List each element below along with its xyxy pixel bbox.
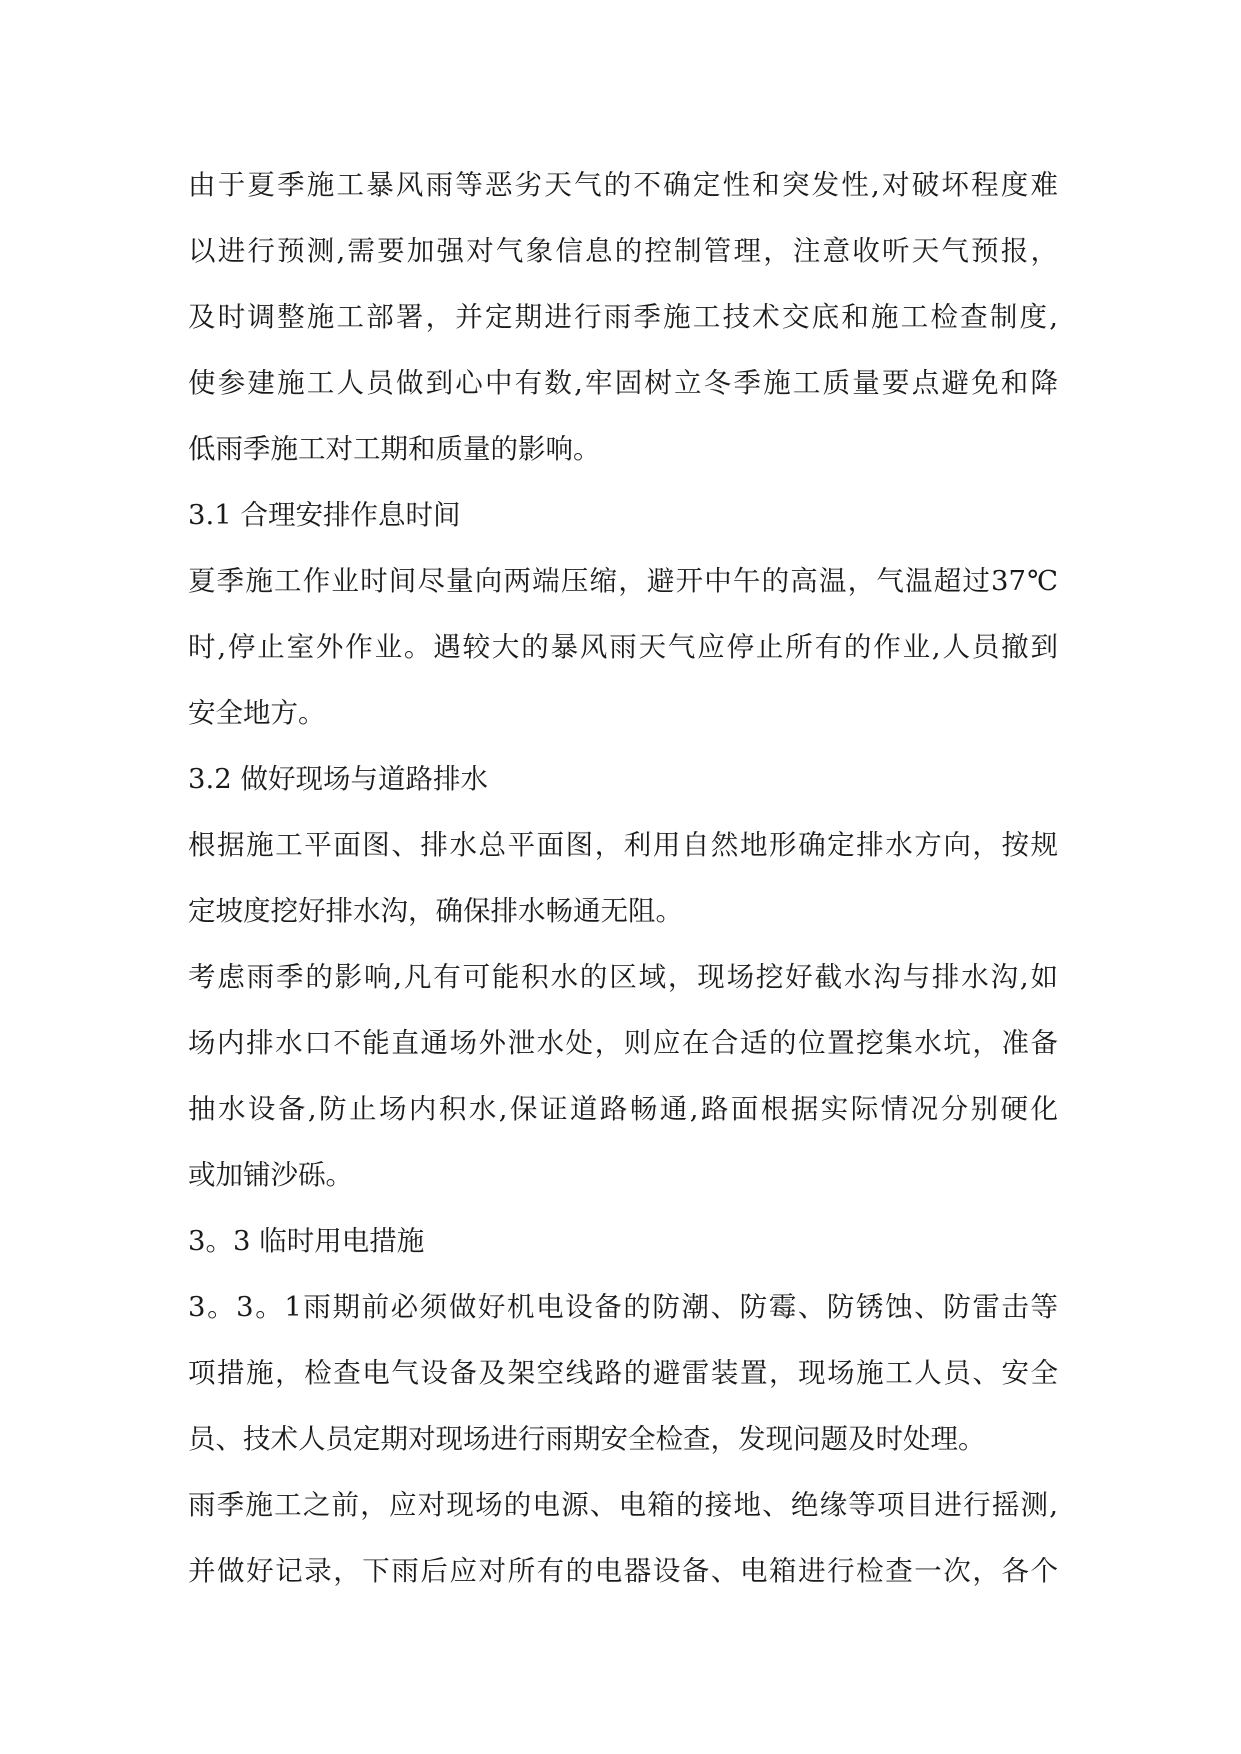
paragraph-line: 雨季施工之前，应对现场的电源、电箱的接地、绝缘等项目进行摇测, [188,1489,1058,1521]
paragraph-line: 或加铺沙砾。 [188,1159,353,1191]
paragraph-line: 项措施，检查电气设备及架空线路的避雷装置，现场施工人员、安全 [188,1357,1058,1389]
section-heading: 3.1 合理安排作息时间 [188,499,461,531]
paragraph-line: 以进行预测,需要加强对气象信息的控制管理，注意收听天气预报， [188,235,1058,267]
paragraph-line: 根据施工平面图、排水总平面图，利用自然地形确定排水方向，按规 [188,829,1058,861]
paragraph-line: 考虑雨季的影响,凡有可能积水的区域，现场挖好截水沟与排水沟,如 [188,961,1058,993]
paragraph-line: 并做好记录，下雨后应对所有的电器设备、电箱进行检查一次，各个 [188,1555,1058,1587]
paragraph-line: 安全地方。 [188,697,326,729]
body-text [188,152,1058,1604]
paragraph-line: 及时调整施工部署，并定期进行雨季施工技术交底和施工检查制度, [188,301,1058,333]
paragraph-line: 抽水设备,防止场内积水,保证道路畅通,路面根据实际情况分别硬化 [188,1093,1058,1125]
paragraph-line: 由于夏季施工暴风雨等恶劣天气的不确定性和突发性,对破坏程度难 [188,169,1058,201]
paragraph-line: 使参建施工人员做到心中有数,牢固树立冬季施工质量要点避免和降 [188,367,1058,399]
paragraph-line: 场内排水口不能直通场外泄水处，则应在合适的位置挖集水坑，准备 [188,1027,1058,1059]
paragraph-line: 定坡度挖好排水沟，确保排水畅通无阻。 [188,895,683,927]
paragraph-line: 夏季施工作业时间尽量向两端压缩，避开中午的高温，气温超过37℃ [188,565,1058,597]
paragraph-line: 3。3。1雨期前必须做好机电设备的防潮、防霉、防锈蚀、防雷击等 [188,1291,1058,1323]
section-heading: 3。3 临时用电措施 [188,1225,425,1257]
section-heading: 3.2 做好现场与道路排水 [188,763,488,795]
paragraph-line: 低雨季施工对工期和质量的影响。 [188,433,601,465]
paragraph-line: 员、技术人员定期对现场进行雨期安全检查，发现问题及时处理。 [188,1423,986,1455]
paragraph-line: 时,停止室外作业。遇较大的暴风雨天气应停止所有的作业,人员撤到 [188,631,1058,663]
